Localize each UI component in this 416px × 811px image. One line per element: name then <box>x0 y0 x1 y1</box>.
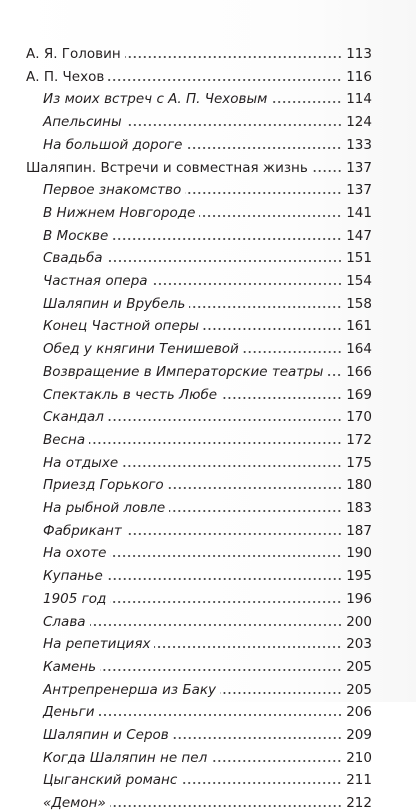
dot-leader <box>89 441 342 445</box>
toc-entry <box>43 290 372 312</box>
toc-entry-title: А. Я. Головин <box>26 46 121 62</box>
toc-entry-title: На отдыхе <box>43 455 119 471</box>
toc-entry-page-number: 200 <box>346 614 372 630</box>
dot-leader <box>126 123 342 127</box>
dot-leader <box>186 146 342 150</box>
dot-leader <box>110 600 342 604</box>
dot-leader <box>220 691 342 695</box>
toc-entry <box>43 199 372 221</box>
toc-entry <box>43 653 372 675</box>
toc-entry <box>43 358 372 380</box>
toc-entry-page-number: 147 <box>346 228 372 244</box>
toc-entry <box>43 244 372 266</box>
dot-leader <box>169 509 342 513</box>
toc-entry <box>43 381 372 403</box>
toc-entry-title: В Нижнем Новгороде <box>43 205 196 221</box>
toc-entry <box>43 312 372 334</box>
toc-entry <box>43 449 372 471</box>
toc-entry <box>43 517 372 539</box>
toc-entry <box>43 630 372 652</box>
dot-leader <box>110 804 342 808</box>
toc-entry-title: Обед у княгини Тенишевой <box>43 341 239 357</box>
dot-leader <box>100 668 342 672</box>
toc-entry-title: 1905 год <box>43 591 107 607</box>
toc-entry <box>26 40 372 62</box>
toc-entry <box>43 698 372 720</box>
toc-entry <box>43 403 372 425</box>
toc-entry-title: Приезд Горького <box>43 477 164 493</box>
toc-entry-title: Купанье <box>43 568 103 584</box>
toc-entry <box>43 585 372 607</box>
toc-entry-title: Слава <box>43 614 86 630</box>
toc-entry <box>43 789 372 811</box>
toc-entry-title: На большой дороге <box>43 137 183 153</box>
toc-entry-page-number: 212 <box>346 795 372 811</box>
toc-entry-title: Шаляпин и Серов <box>43 727 169 743</box>
toc-entry-title: Апельсины <box>43 114 122 130</box>
dot-leader <box>221 396 342 400</box>
toc-entry <box>43 721 372 743</box>
dot-leader <box>211 759 342 763</box>
toc-entry <box>43 471 372 493</box>
toc-entry-page-number: 158 <box>346 296 372 312</box>
dot-leader <box>99 713 342 717</box>
toc-entry-page-number: 151 <box>346 250 372 266</box>
toc-entry-title: Свадьба <box>43 250 103 266</box>
toc-entry <box>43 539 372 561</box>
toc-entry <box>43 562 372 584</box>
dot-leader <box>107 259 342 263</box>
toc-entry-title: Спектакль в честь Любе <box>43 387 218 403</box>
dot-leader <box>189 305 342 309</box>
toc-entry <box>43 108 372 130</box>
toc-entry-page-number: 116 <box>346 69 372 85</box>
toc-entry-title: Шаляпин. Встречи и совместная жизнь <box>26 160 308 176</box>
toc-entry-page-number: 183 <box>346 500 372 516</box>
toc-entry-title: «Демон» <box>43 795 106 811</box>
dot-leader <box>199 214 342 218</box>
toc-entry-page-number: 210 <box>346 750 372 766</box>
toc-entry <box>43 267 372 289</box>
toc-entry-page-number: 205 <box>346 682 372 698</box>
dot-leader <box>173 736 342 740</box>
toc-entry-title: На охоте <box>43 545 107 561</box>
dot-leader <box>108 418 342 422</box>
toc-entry-title: Фабрикант <box>43 523 122 539</box>
dot-leader <box>110 554 342 558</box>
toc-entry-title: Частная опера <box>43 273 148 289</box>
toc-entry-page-number: 137 <box>346 160 372 176</box>
dot-leader <box>203 327 342 331</box>
toc-entry-title: Конец Частной оперы <box>43 318 200 334</box>
toc-entry-title: Возвращение в Императорские театры <box>43 364 324 380</box>
toc-entry-title: Скандал <box>43 409 104 425</box>
dot-leader <box>108 78 342 82</box>
toc-entry-title: Весна <box>43 432 86 448</box>
dot-leader <box>126 532 342 536</box>
toc-entry-page-number: 141 <box>346 205 372 221</box>
toc-entry-title: На репетициях <box>43 636 151 652</box>
toc-entry-title: Деньги <box>43 704 95 720</box>
dot-leader <box>185 191 342 195</box>
toc-entry <box>43 494 372 516</box>
toc-entry <box>43 131 372 153</box>
toc-entry-title: Шаляпин и Врубель <box>43 296 186 312</box>
dot-leader <box>271 100 342 104</box>
toc-entry-page-number: 209 <box>346 727 372 743</box>
toc-entry-page-number: 164 <box>346 341 372 357</box>
toc-entry <box>43 176 372 198</box>
toc-entry-page-number: 196 <box>346 591 372 607</box>
toc-entry-page-number: 187 <box>346 523 372 539</box>
toc-entry-page-number: 175 <box>346 455 372 471</box>
dot-leader <box>107 577 342 581</box>
toc-entry-title: Первое знакомство <box>43 182 182 198</box>
toc-entry-title: Камень <box>43 659 97 675</box>
toc-entry <box>43 766 372 788</box>
dot-leader <box>154 645 342 649</box>
toc-entry <box>43 676 372 698</box>
dot-leader <box>168 486 342 490</box>
toc-entry-page-number: 133 <box>346 137 372 153</box>
toc-entry <box>43 744 372 766</box>
dot-leader <box>327 373 342 377</box>
toc-entry-page-number: 169 <box>346 387 372 403</box>
toc-entry-page-number: 170 <box>346 409 372 425</box>
toc-entry-title: Когда Шаляпин не пел <box>43 750 208 766</box>
toc-entry-page-number: 180 <box>346 477 372 493</box>
dot-leader <box>243 350 342 354</box>
dot-leader <box>125 55 342 59</box>
toc-entry-page-number: 166 <box>346 364 372 380</box>
toc-entry-page-number: 114 <box>346 91 372 107</box>
toc-entry-page-number: 124 <box>346 114 372 130</box>
toc-entry-page-number: 154 <box>346 273 372 289</box>
toc-entry-page-number: 161 <box>346 318 372 334</box>
toc-entry <box>43 335 372 357</box>
toc-entry-page-number: 211 <box>346 772 372 788</box>
toc-entry <box>43 426 372 448</box>
toc-entry <box>43 85 372 107</box>
toc-entry-title: На рыбной ловле <box>43 500 166 516</box>
toc-entry-page-number: 203 <box>346 636 372 652</box>
toc-entry <box>43 608 372 630</box>
toc-entry <box>43 222 372 244</box>
toc-entry <box>26 154 372 176</box>
toc-entry-page-number: 137 <box>346 182 372 198</box>
dot-leader <box>312 169 342 173</box>
toc-entry-title: В Москве <box>43 228 109 244</box>
toc-entry-title: А. П. Чехов <box>26 69 105 85</box>
toc-entry-title: Антрепренерша из Баку <box>43 682 217 698</box>
toc-entry <box>26 63 372 85</box>
dot-leader <box>112 237 342 241</box>
dot-leader <box>181 781 342 785</box>
dot-leader <box>152 282 342 286</box>
toc-entry-page-number: 190 <box>346 545 372 561</box>
dot-leader <box>122 464 342 468</box>
dot-leader <box>90 623 342 627</box>
toc-entry-title: Цыганский романс <box>43 772 178 788</box>
toc-entry-page-number: 195 <box>346 568 372 584</box>
toc-entry-title: Из моих встреч с А. П. Чеховым <box>43 91 268 107</box>
toc-entry-page-number: 205 <box>346 659 372 675</box>
toc-entry-page-number: 113 <box>346 46 372 62</box>
toc-entry-page-number: 206 <box>346 704 372 720</box>
toc-entry-page-number: 172 <box>346 432 372 448</box>
